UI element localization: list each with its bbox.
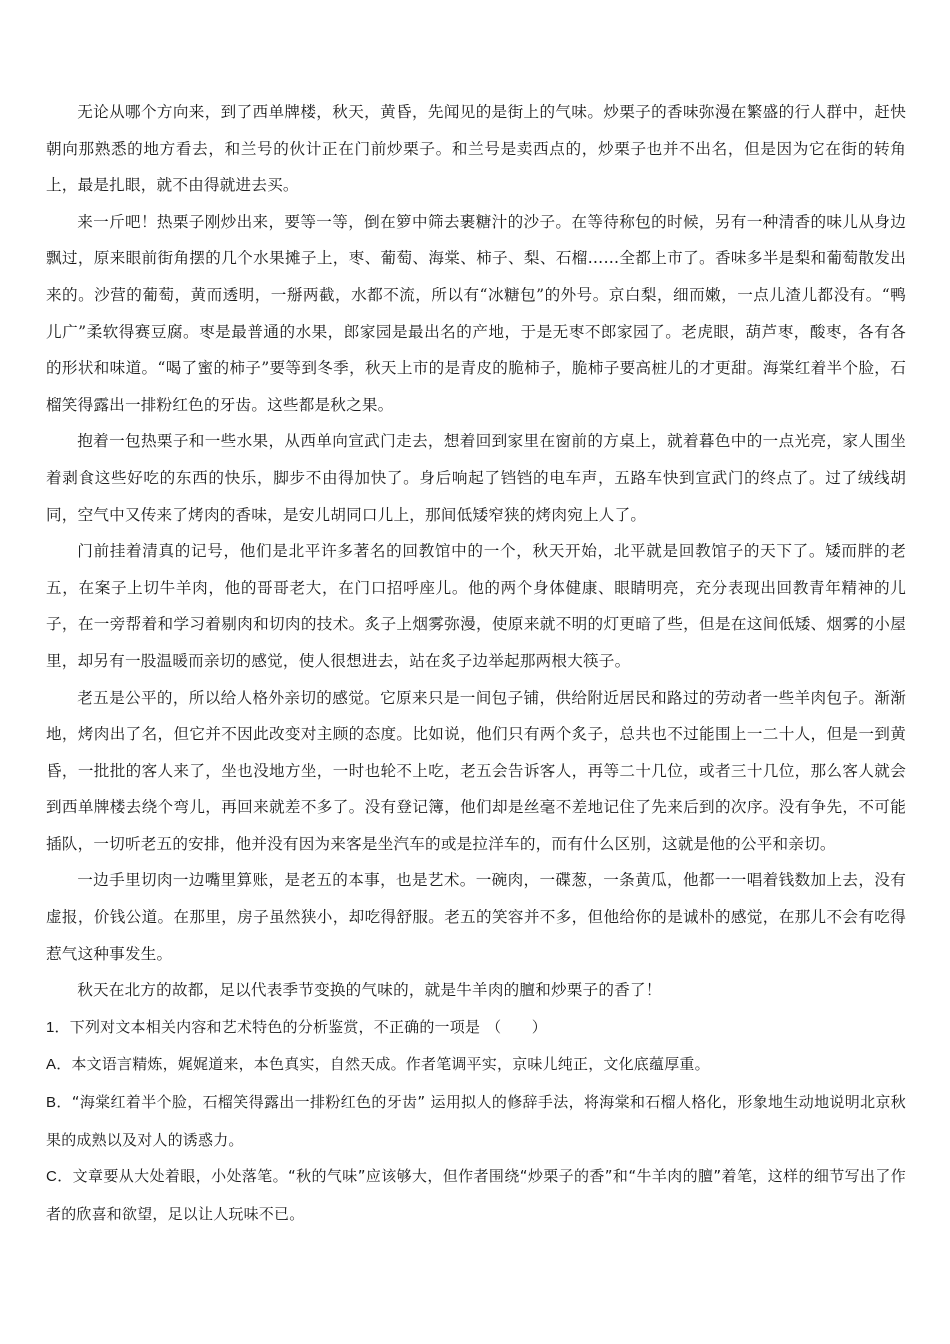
option-b-letter: B． [46, 1094, 72, 1112]
article-paragraph-6: 一边手里切肉一边嘴里算账，是老五的本事，也是艺术。一碗肉，一碟葱，一条黄瓜，他都一一唱着钱数加上去，没有虚报，价钱公道。在那里，房子虽然狭小，却吃得舒服。老五的笑容并不多，但他给你的是诚朴的感觉，在那儿不会有吃得惹气这种事发生。 [46, 871, 906, 963]
article-paragraph-4: 门前挂着清真的记号，他们是北平许多著名的回教馆中的一个，秋天开始，北平就是回教馆子的天下了。矮而胖的老五，在案子上切牛羊肉，他的哥哥老大，在门口招呼座儿。他的两个身体健康、眼睛明亮，充分表现出回教青年精神的儿子，在一旁帮着和学习着剔肉和切肉的技术。炙子上烟雾弥漫，使原来就不明的灯更暗了些，但是在这间低矮、烟雾的小屋里，却另有一股温暖而亲切的感觉，使人很想进去，站在炙子边举起那两根大筷子。 [46, 542, 906, 670]
answer-blank: （ ） [486, 1017, 547, 1036]
question-block [46, 1009, 906, 1233]
option-c [46, 1158, 906, 1232]
article-paragraph-2: 来一斤吧！热栗子刚炒出来，要等一等，倒在箩中筛去裹糖汁的沙子。在等待称包的时候，另有一种清香的味儿从身边飘过，原来眼前街角摆的几个水果摊子上，枣、葡萄、海棠、柿子、梨、石榴……全都上市了。香味多半是梨和葡萄散发出来的。沙营的葡萄，黄而透明，一掰两截，水都不流，所以有“冰糖包”的外号。京白梨，细而嫩，一点儿渣儿都没有。“鸭儿广”柔软得赛豆腐。枣是最普通的水果，郎家园是最出名的产地，于是无枣不郎家园了。老虎眼，葫芦枣，酸枣，各有各的形状和味道。“喝了蜜的柿子”要等到冬季，秋天上市的是青皮的脆柿子，脆柿子要高桩儿的才更甜。海棠红着半个脸，石榴笑得露出一排粉红色的牙齿。这些都是秋之果。 [46, 212, 906, 414]
option-c-letter: C． [46, 1168, 73, 1186]
option-a [46, 1046, 906, 1084]
option-b-text: “海棠红着半个脸，石榴笑得露出一排粉红色的牙齿” 运用拟人的修辞手法，将海棠和石榴人格化，形象地生动地说明北京秋果的成熟以及对人的诱惑力。 [46, 1093, 907, 1149]
option-c-text: 文章要从大处着眼，小处落笔。“秋的气味”应该够大，但作者围绕“炒栗子的香”和“牛羊肉的膻”着笔，这样的细节写出了作者的欣喜和欲望，足以让人玩味不已。 [46, 1167, 906, 1223]
article-paragraph-1: 无论从哪个方向来，到了西单牌楼，秋天，黄昏，先闻见的是街上的气味。炒栗子的香味弥漫在繁盛的行人群中，赶快朝向那熟悉的地方看去，和兰号的伙计正在门前炒栗子。和兰号是卖西点的，炒栗子也并不出名，但是因为它在街的转角上，最是扎眼，就不由得就进去买。 [46, 103, 906, 195]
article-paragraph-7: 秋天在北方的故都，足以代表季节变换的气味的，就是牛羊肉的膻和炒栗子的香了！ [77, 981, 662, 1000]
article-paragraph-5: 老五是公平的，所以给人格外亲切的感觉。它原来只是一间包子铺，供给附近居民和路过的劳动者一些羊肉包子。渐渐地，烤肉出了名，但它并不因此改变对主顾的态度。比如说，他们只有两个炙子，总共也不过能围上一二十人，但是一到黄昏，一批批的客人来了，坐也没地方坐，一时也轮不上吃，老五会告诉客人，再等二十几位，或者三十几位，那么客人就会到西单牌楼去绕个弯儿，再回来就差不多了。没有登记簿，他们却是丝毫不差地记住了先来后到的次序。没有争先，不可能插队，一切听老五的安排，他并没有因为来客是坐汽车的或是拉洋车的，而有什么区别，这就是他的公平和亲切。 [46, 688, 906, 853]
article-body [46, 94, 906, 1009]
question-stem [46, 1009, 906, 1047]
article-paragraph-3: 抱着一包热栗子和一些水果，从西单向宣武门走去，想着回到家里在窗前的方桌上，就着暮色中的一点光亮，家人围坐着剥食这些好吃的东西的快乐，脚步不由得加快了。身后响起了铛铛的电车声，五路车快到宣武门的终点了。过了绒线胡同，空气中又传来了烤肉的香味，是安儿胡同口儿上，那间低矮窄狭的烤肉宛上人了。 [46, 432, 906, 524]
question-number: 1． [46, 1018, 70, 1036]
option-a-text: 本文语言精炼，娓娓道来，本色真实，自然天成。作者笔调平实，京味儿纯正，文化底蕴厚重。 [71, 1055, 710, 1074]
option-a-letter: A． [46, 1056, 72, 1074]
option-b [46, 1084, 906, 1158]
document-page [46, 94, 906, 1232]
question-text: 下列对文本相关内容和艺术特色的分析鉴赏，不正确的一项是 [69, 1017, 481, 1036]
